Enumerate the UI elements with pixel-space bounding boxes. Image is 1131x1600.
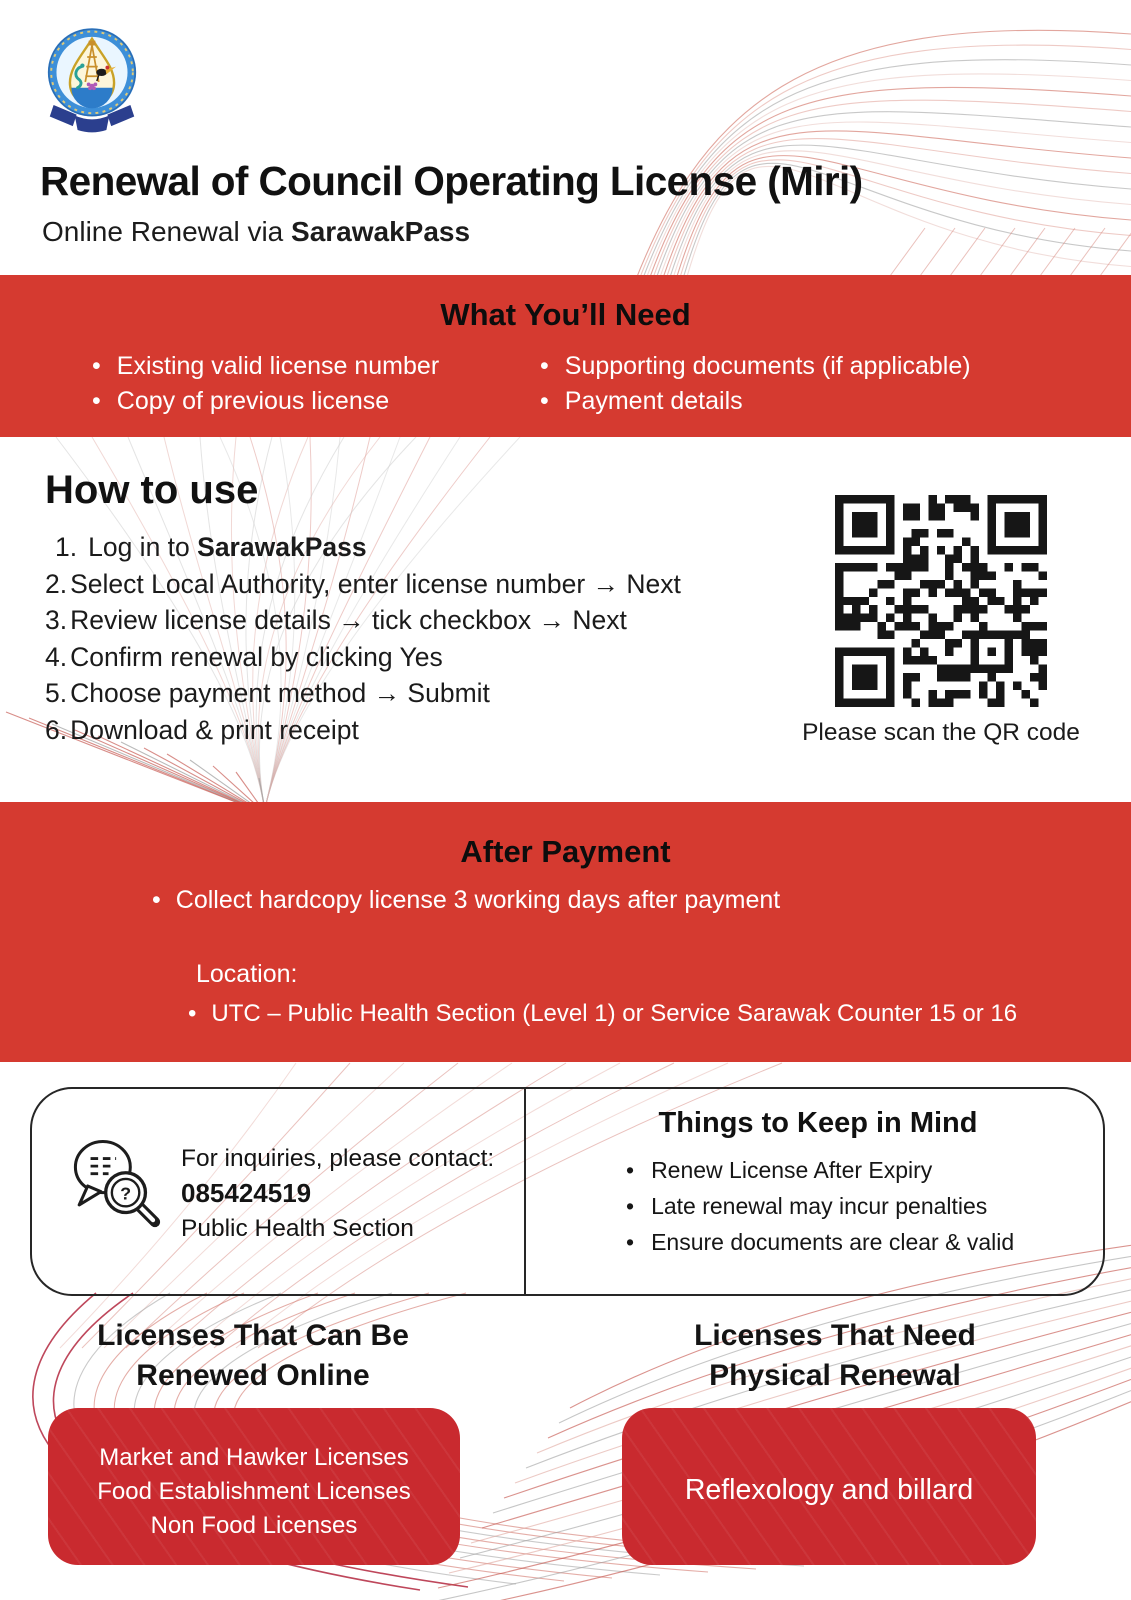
info-box bbox=[30, 1087, 1105, 1296]
location-bullet: • UTC – Public Health Section (Level 1) or Service Sarawak Counter 15 or 16 bbox=[188, 1000, 1017, 1028]
list-item: Reflexology and billard bbox=[684, 1474, 974, 1506]
how-to-step: 5. Choose payment method → Submit bbox=[45, 678, 490, 708]
how-to-step: 6. Download & print receipt bbox=[45, 714, 359, 745]
decor-line bbox=[1040, 228, 1075, 276]
list-item: Market and Hawker Licenses bbox=[99, 1443, 409, 1471]
inquiry-chat-magnifier-icon bbox=[65, 1133, 171, 1239]
miri-city-council-logo bbox=[44, 24, 140, 138]
how-to-step: 3. Review license details → tick checkbox → Next bbox=[45, 605, 627, 635]
svg-text:?: ? bbox=[120, 1183, 132, 1204]
decor-line bbox=[1070, 228, 1105, 276]
list-item: • Supporting documents (if applicable) bbox=[540, 349, 971, 384]
contact-line1: For inquiries, please contact: bbox=[181, 1145, 495, 1172]
physical-licenses-title: Licenses That Need Physical Renewal bbox=[694, 1319, 976, 1392]
page-subtitle bbox=[42, 216, 470, 248]
need-lists bbox=[0, 349, 1131, 418]
list-item: • Ensure documents are clear & valid bbox=[626, 1224, 1086, 1260]
decor-line bbox=[980, 228, 1015, 276]
decor-line bbox=[1010, 228, 1045, 276]
how-to-step: 2. Select Local Authority, enter license number → Next bbox=[45, 568, 681, 599]
info-box-divider bbox=[524, 1089, 526, 1294]
how-to-use-title: How to use bbox=[45, 468, 259, 512]
subtitle-brand: SarawakPass bbox=[291, 216, 471, 247]
list-item: • Late renewal may incur penalties bbox=[626, 1188, 1086, 1224]
location-label: Location: bbox=[196, 960, 298, 988]
page-title: Renewal of Council Operating License (Miri) bbox=[40, 158, 863, 204]
contact-line3: Public Health Section bbox=[181, 1215, 414, 1242]
things-to-keep-in-mind-block bbox=[550, 1099, 1086, 1260]
list-item: Food Establishment Licenses bbox=[97, 1477, 411, 1505]
decor-line bbox=[950, 228, 985, 276]
list-item: • Existing valid license number bbox=[92, 349, 512, 384]
how-to-step: 1. Log in to SarawakPass bbox=[55, 532, 367, 562]
after-payment-title: After Payment bbox=[460, 834, 671, 869]
online-licenses-title: Licenses That Can Be Renewed Online bbox=[97, 1319, 409, 1392]
list-item: Non Food Licenses bbox=[150, 1511, 358, 1539]
physical-licenses-box bbox=[622, 1408, 1036, 1565]
qr-block bbox=[802, 495, 1080, 747]
online-licenses-box bbox=[48, 1408, 460, 1565]
decor-line bbox=[890, 228, 925, 276]
decor-line bbox=[920, 228, 955, 276]
contact-phone: 085424519 bbox=[181, 1178, 312, 1208]
what-youll-need-section bbox=[0, 275, 1131, 437]
list-item: • Payment details bbox=[540, 384, 971, 419]
qr-caption: Please scan the QR code bbox=[802, 719, 1080, 746]
after-payment-bullet: • Collect hardcopy license 3 working days after payment bbox=[152, 886, 780, 915]
how-to-use-section bbox=[45, 468, 825, 748]
how-to-use-steps bbox=[45, 529, 825, 748]
qr-code bbox=[835, 495, 1047, 707]
subtitle-text: Online Renewal via bbox=[42, 216, 292, 247]
after-payment-section bbox=[0, 802, 1131, 1062]
things-title: Things to Keep in Mind bbox=[658, 1107, 978, 1139]
contact-text bbox=[181, 1141, 494, 1246]
things-list bbox=[626, 1152, 1086, 1260]
contact-block bbox=[65, 1133, 494, 1246]
need-list-col2 bbox=[540, 349, 971, 418]
list-item: • Renew License After Expiry bbox=[626, 1152, 1086, 1188]
what-youll-need-title: What You’ll Need bbox=[440, 297, 691, 332]
how-to-step: 4. Confirm renewal by clicking Yes bbox=[45, 641, 443, 672]
need-list-col1 bbox=[92, 349, 512, 418]
list-item: • Copy of previous license bbox=[92, 384, 512, 419]
